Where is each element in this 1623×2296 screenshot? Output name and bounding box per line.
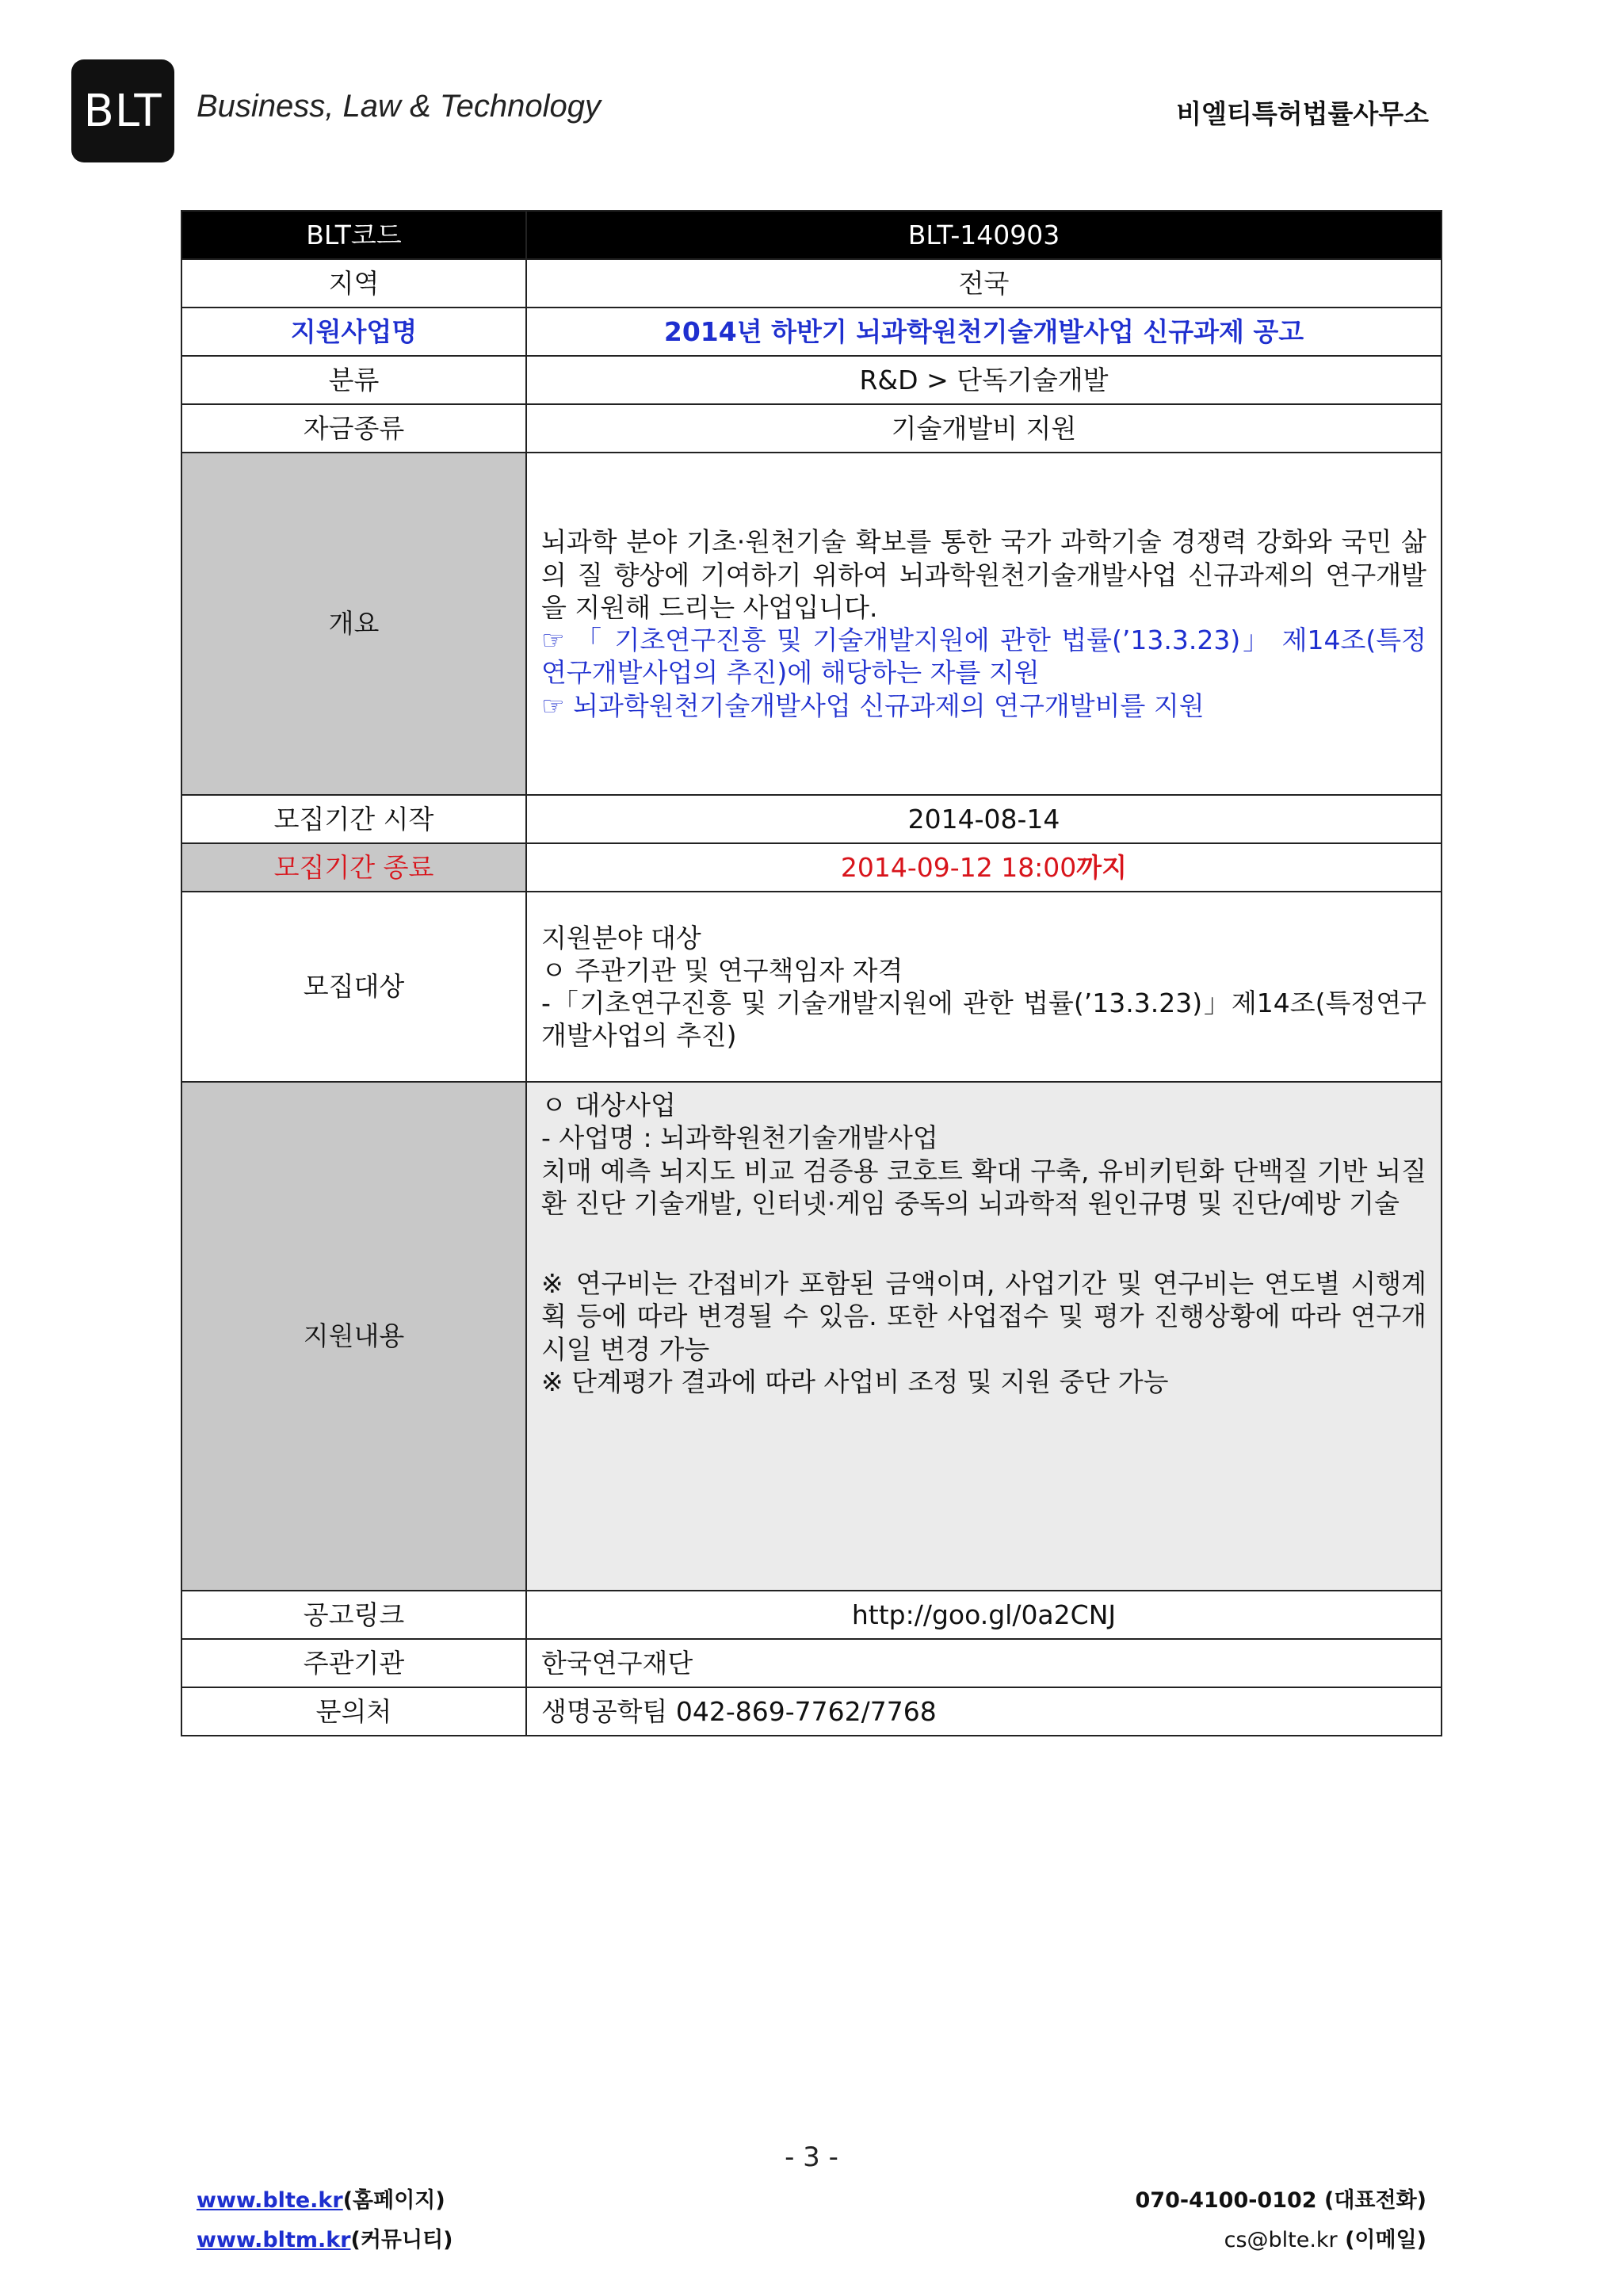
- program-label: 지원사업명: [181, 308, 526, 356]
- row-fund-type: [181, 404, 1442, 453]
- category-label: 분류: [181, 356, 526, 404]
- target-line: -「기초연구진흥 및 기술개발지원에 관한 법률(’13.3.23)」제14조(특정연구개발사업의 추진): [541, 988, 1426, 1052]
- support-note: ※ 연구비는 간접비가 포함된 금액이며, 사업기간 및 연구비는 연도별 시행계획 등에 따라 변경될 수 있음. 또한 사업접수 및 평가 진행상황에 따라 연구개시일 변경 가능: [541, 1268, 1426, 1365]
- support-cell: [526, 1082, 1442, 1591]
- row-contact: [181, 1687, 1442, 1736]
- row-overview: [181, 453, 1442, 795]
- overview-note-fund: ☞ 뇌과학원천기술개발사업 신규과제의 연구개발비를 지원: [541, 690, 1205, 721]
- target-cell: [526, 892, 1442, 1082]
- page-number: - 3 -: [785, 2141, 838, 2173]
- end-label: 모집기간 종료: [181, 843, 526, 892]
- program-value: 2014년 하반기 뇌과학원천기술개발사업 신규과제 공고: [526, 308, 1442, 356]
- firm-name: 비엘티특허법률사무소: [1176, 98, 1429, 129]
- homepage-link[interactable]: www.blte.kr: [197, 2188, 343, 2213]
- row-program: [181, 308, 1442, 356]
- end-value: 2014-09-12 18:00: [840, 851, 1077, 883]
- support-label: 지원내용: [181, 1082, 526, 1591]
- org-value: 한국연구재단: [526, 1639, 1442, 1687]
- support-spacer: [541, 1220, 1426, 1267]
- support-note: ※ 단계평가 결과에 따라 사업비 조정 및 지원 중단 가능: [541, 1366, 1169, 1397]
- overview-text: 뇌과학 분야 기초·원천기술 확보를 통한 국가 과학기술 경쟁력 강화와 국민 삶의 질 향상에 기여하기 위하여 뇌과학원천기술개발사업 신규과제의 연구개발을 지원해 드리는 사업입니다.: [541, 526, 1426, 623]
- blt-logo: [71, 59, 174, 162]
- homepage-label: (홈페이지): [342, 2188, 445, 2213]
- community-label: (커뮤니티): [350, 2228, 453, 2252]
- start-value: 2014-08-14: [526, 795, 1442, 843]
- email-address[interactable]: cs@blte.kr: [1224, 2228, 1338, 2252]
- link-label: 공고링크: [181, 1591, 526, 1639]
- region-label: 지역: [181, 259, 526, 308]
- row-region: [181, 259, 1442, 308]
- target-line: 지원분야 대상: [541, 922, 701, 953]
- start-label: 모집기간 시작: [181, 795, 526, 843]
- row-end: [181, 843, 1442, 892]
- footer-contact: [1136, 2181, 1426, 2260]
- email-label: (이메일): [1337, 2228, 1426, 2252]
- contact-value: 생명공학팀 042-869-7762/7768: [526, 1687, 1442, 1736]
- overview-cell: [526, 453, 1442, 795]
- end-suffix: 까지: [1076, 851, 1128, 883]
- row-code: [181, 211, 1442, 259]
- end-cell: [526, 843, 1442, 892]
- row-support: [181, 1082, 1442, 1591]
- target-label: 모집대상: [181, 892, 526, 1082]
- link-value[interactable]: http://goo.gl/0a2CNJ: [526, 1591, 1442, 1639]
- row-start: [181, 795, 1442, 843]
- code-label: BLT코드: [181, 211, 526, 259]
- category-value: R&D > 단독기술개발: [526, 356, 1442, 404]
- code-value: BLT-140903: [526, 211, 1442, 259]
- target-line: ㅇ 주관기관 및 연구책임자 자격: [541, 954, 903, 986]
- region-value: 전국: [526, 259, 1442, 308]
- support-line: ㅇ 대상사업: [541, 1090, 676, 1121]
- contact-label: 문의처: [181, 1687, 526, 1736]
- support-line: 치매 예측 뇌지도 비교 검증용 코호트 확대 구축, 유비키틴화 단백질 기반 뇌질환 진단 기술개발, 인터넷·게임 중독의 뇌과학적 원인규명 및 진단/예방 기술: [541, 1155, 1426, 1219]
- logo-text: BLT: [83, 85, 162, 137]
- info-table: [181, 210, 1442, 1736]
- row-category: [181, 356, 1442, 404]
- support-line: - 사업명 : 뇌과학원천기술개발사업: [541, 1122, 938, 1154]
- fund-type-label: 자금종류: [181, 404, 526, 453]
- row-link: [181, 1591, 1442, 1639]
- row-org: [181, 1639, 1442, 1687]
- tagline: Business, Law & Technology: [197, 89, 601, 124]
- footer-links: [197, 2181, 453, 2260]
- row-target: [181, 892, 1442, 1082]
- phone-number: 070-4100-0102 (대표전화): [1135, 2188, 1426, 2213]
- org-label: 주관기관: [181, 1639, 526, 1687]
- overview-note-law: ☞ 「 기초연구진흥 및 기술개발지원에 관한 법률(’13.3.23)」 제14조(특정연구개발사업의 추진)에 해당하는 자를 지원: [541, 625, 1426, 689]
- fund-type-value: 기술개발비 지원: [526, 404, 1442, 453]
- community-link[interactable]: www.bltm.kr: [197, 2228, 351, 2252]
- overview-label: 개요: [181, 453, 526, 795]
